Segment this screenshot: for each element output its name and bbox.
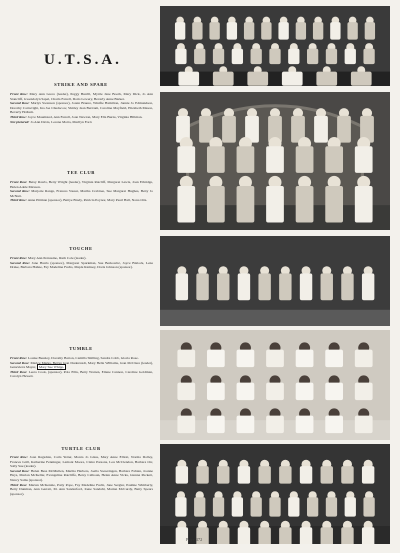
person-body <box>296 146 314 173</box>
person-body <box>217 527 229 544</box>
person-body <box>269 497 280 516</box>
person-body <box>278 22 288 39</box>
person-body <box>307 497 318 516</box>
person-body <box>244 22 254 39</box>
person-body <box>266 416 284 433</box>
person-body <box>237 416 255 433</box>
caption-row: Third Row: Leota Cook, (sponsor), Pola Ellis, Betty Warren, Eilene Cannon, Caroline Goldman, Carolyn Hewett. <box>10 369 153 379</box>
person-body <box>325 186 343 222</box>
person-body <box>351 72 372 86</box>
caption-row: Front Row: Mary Ann Greco (leader), Peggy Burrill, Myrtle Jane Booth, Mary Dick, Jo Ann Stancliff, Gwendolyn Sapel, Charla Farrell, Doris Lowery, Beverly Anne Barker. <box>10 92 153 101</box>
person-body <box>345 497 356 516</box>
caption-row: Second Row: Helen Bess McMullen, Martha Harbers, Joella Sweeringen, Barbara Fabian, Joanne Hays, Marian McKellar, Evangeline Ratcliffe, Betsy Calhoun, Helen Anne Vicks, Glenna Puckett, Nancy Sams (sponsor). <box>10 468 153 482</box>
person-body <box>326 49 337 64</box>
person-body <box>266 186 284 222</box>
caption-row: Third Row: Joyce Moumsted, Ann Farrell, Joan Newton, Mary Ella Burns, Virginia Hillman. <box>10 114 143 119</box>
person-body <box>258 527 270 544</box>
person-body <box>217 466 229 484</box>
person-body <box>296 383 314 400</box>
caption-row: Not pictured: Jo Ann Davis, Lorene Motta, Marilyn Ford. <box>10 119 93 124</box>
person-body <box>237 350 255 367</box>
person-body <box>321 527 333 544</box>
person-body <box>296 416 314 433</box>
caption-row: Front Row: Louise Beasley, Dorothy Barton, Camilla Shilling, Sandra Cobb, Gloria Rose. <box>10 356 139 360</box>
person-body <box>300 273 312 300</box>
person-body <box>321 466 333 484</box>
person-body <box>222 116 236 143</box>
person-body <box>355 350 373 367</box>
person-body <box>325 383 343 400</box>
person-body <box>209 22 219 39</box>
caption-row: Front Row: Mary Ann Pernasino, Ruth Cole (leader). <box>10 256 87 260</box>
person-body <box>296 22 306 39</box>
person-body <box>279 527 291 544</box>
person-body <box>232 49 243 64</box>
highlighted-name: Mary Sue Whipp. <box>38 365 65 370</box>
person-body <box>355 383 373 400</box>
person-body <box>282 72 303 86</box>
person-body <box>237 146 255 173</box>
person-body <box>178 72 199 86</box>
person-body <box>296 186 314 222</box>
person-body <box>363 497 374 516</box>
person-body <box>296 350 314 367</box>
person-body <box>325 146 343 173</box>
person-body <box>288 49 299 64</box>
group-photo-tumbling-icon <box>160 330 390 440</box>
photo-tumble <box>160 330 390 440</box>
person-body <box>355 186 373 222</box>
caption-touche <box>10 256 153 270</box>
caption-strike-and-spare <box>10 92 153 124</box>
person-body <box>177 350 195 367</box>
person-body <box>175 22 185 39</box>
person-body <box>307 49 318 64</box>
caption-turtle-club <box>10 455 153 496</box>
person-body <box>365 22 375 39</box>
person-body <box>355 416 373 433</box>
person-body <box>362 466 374 484</box>
caption-row: Second Row: Marjorie Range, Frances Vassar, Martha Crabtree, Sue Margaret Hughes, Betty Jo McNutt. <box>10 189 153 198</box>
person-body <box>207 350 225 367</box>
person-body <box>347 22 357 39</box>
person-body <box>279 466 291 484</box>
person-body <box>227 22 237 39</box>
caption-row: Second Row: Marlys Swenson (sponsor), Joann Bruere, Winifie Hamilton, Jannie Jo Edmundson, Dorothy Cartwright, Ina Joe Chudacow, Shirley Jean Bertram, Caroline Mayfield, Elizabeth Mason, Beverly Hollum. <box>10 101 153 115</box>
person-body <box>176 466 188 484</box>
person-body <box>355 146 373 173</box>
person-body <box>238 527 250 544</box>
person-body <box>213 497 224 516</box>
person-body <box>266 383 284 400</box>
person-body <box>326 497 337 516</box>
section-heading-touche: TOUCHE <box>69 246 93 251</box>
person-body <box>192 22 202 39</box>
caption-row: Second Row: Jane Harris (sponsor), Margaret Sparkman, Sue Berkowitz, Joyce Blalock, Lena Drake, Barbara Hahne, Fay Madeline Fuchs, Maple Ramsey, Doris Johnson (sponsor). <box>10 260 154 270</box>
photo-touche <box>160 236 390 326</box>
person-body <box>194 49 205 64</box>
group-photo-swimming-icon <box>160 444 390 544</box>
person-body <box>251 49 262 64</box>
group-photo-golf-icon <box>160 92 390 230</box>
person-body <box>325 350 343 367</box>
section-heading-tumble: TUMBLE <box>69 346 93 351</box>
person-body <box>177 416 195 433</box>
caption-row: Third Row: Marian McKenzie, Patty Pope, Fay Madeline Fucht, Jane Sergler, Pauline Wimberly, Betty Dunman, Ann Garrett, M. Ann Sanderford, Irene Sandahl, Marian McCurdy, Betty Spears (sponsor). <box>10 482 153 496</box>
group-photo-bowling-icon <box>160 6 390 86</box>
person-body <box>330 22 340 39</box>
person-body <box>279 273 291 300</box>
person-body <box>345 49 356 64</box>
photo-tee-club <box>160 92 390 230</box>
person-body <box>269 49 280 64</box>
person-body <box>175 49 186 64</box>
person-body <box>316 72 337 86</box>
person-body <box>238 273 250 300</box>
person-body <box>213 72 234 86</box>
person-body <box>363 49 374 64</box>
person-body <box>175 497 186 516</box>
person-body <box>266 350 284 367</box>
person-body <box>258 273 270 300</box>
person-body <box>207 186 225 222</box>
person-body <box>177 383 195 400</box>
person-body <box>177 186 195 222</box>
page-title: U.T.S.A. <box>44 52 122 68</box>
person-body <box>247 72 268 86</box>
person-body <box>341 273 353 300</box>
person-body <box>362 273 374 300</box>
person-body <box>207 146 225 173</box>
person-body <box>199 116 213 143</box>
person-body <box>251 497 262 516</box>
person-body <box>341 466 353 484</box>
caption-tee-club <box>10 180 153 203</box>
person-body <box>207 383 225 400</box>
person-body <box>362 527 374 544</box>
person-body <box>313 22 323 39</box>
person-body <box>237 186 255 222</box>
person-body <box>258 466 270 484</box>
person-body <box>207 416 225 433</box>
section-heading-turtle-club: TURTLE CLUB <box>61 446 101 451</box>
person-body <box>176 273 188 300</box>
person-body <box>232 497 243 516</box>
person-body <box>217 273 229 300</box>
person-body <box>266 146 284 173</box>
person-body <box>177 146 195 173</box>
person-body <box>341 527 353 544</box>
person-body <box>300 527 312 544</box>
caption-row: Front Row: Joan Ragsdale, Carla Yetter, Monta Jo Glass, Mary Anne Elliott, Norma Dolley, Frances Grill, Katherine Fenninger, Lamont Moore, Claire Parsons, Lou McClendon, Barbara Orr, Sally Sue (leader). <box>10 455 153 469</box>
person-body <box>321 273 333 300</box>
section-heading-strike-and-spare: STRIKE AND SPARE <box>54 82 108 87</box>
person-body <box>213 49 224 64</box>
caption-row: Front Row: Betsy Rawls, Betty Wright (leader), Virginia Ratcliff, Margaret Lewis, Joan Ethridge, Helen Adele Maxson. <box>10 180 153 189</box>
person-body <box>300 466 312 484</box>
photo-strike-and-spare <box>160 6 390 86</box>
person-body <box>194 497 205 516</box>
section-heading-tee-club: TEE CLUB <box>67 170 95 175</box>
person-body <box>238 466 250 484</box>
caption-row: Third Row: Anne Pittman (sponsor), Bettye Brady, Patricia Poynor, Mary Pearl Hall, Nona Otts. <box>10 198 148 203</box>
person-body <box>314 116 328 143</box>
person-body <box>237 383 255 400</box>
page-number: Page 472 <box>186 538 203 542</box>
photo-turtle-club <box>160 444 390 544</box>
person-body <box>196 273 208 300</box>
caption-tumble <box>10 356 153 379</box>
person-body <box>337 116 351 143</box>
person-body <box>196 466 208 484</box>
person-body <box>261 22 271 39</box>
caption-row: Second Row: Marice Marks, Bettye Jean Duderstadt, Mary Belle Williams, Jean McClure (leader), Genevieve Mayer, Mary Sue Whipp. <box>10 360 154 370</box>
group-photo-fencing-icon <box>160 236 390 326</box>
person-body <box>288 497 299 516</box>
person-body <box>325 416 343 433</box>
